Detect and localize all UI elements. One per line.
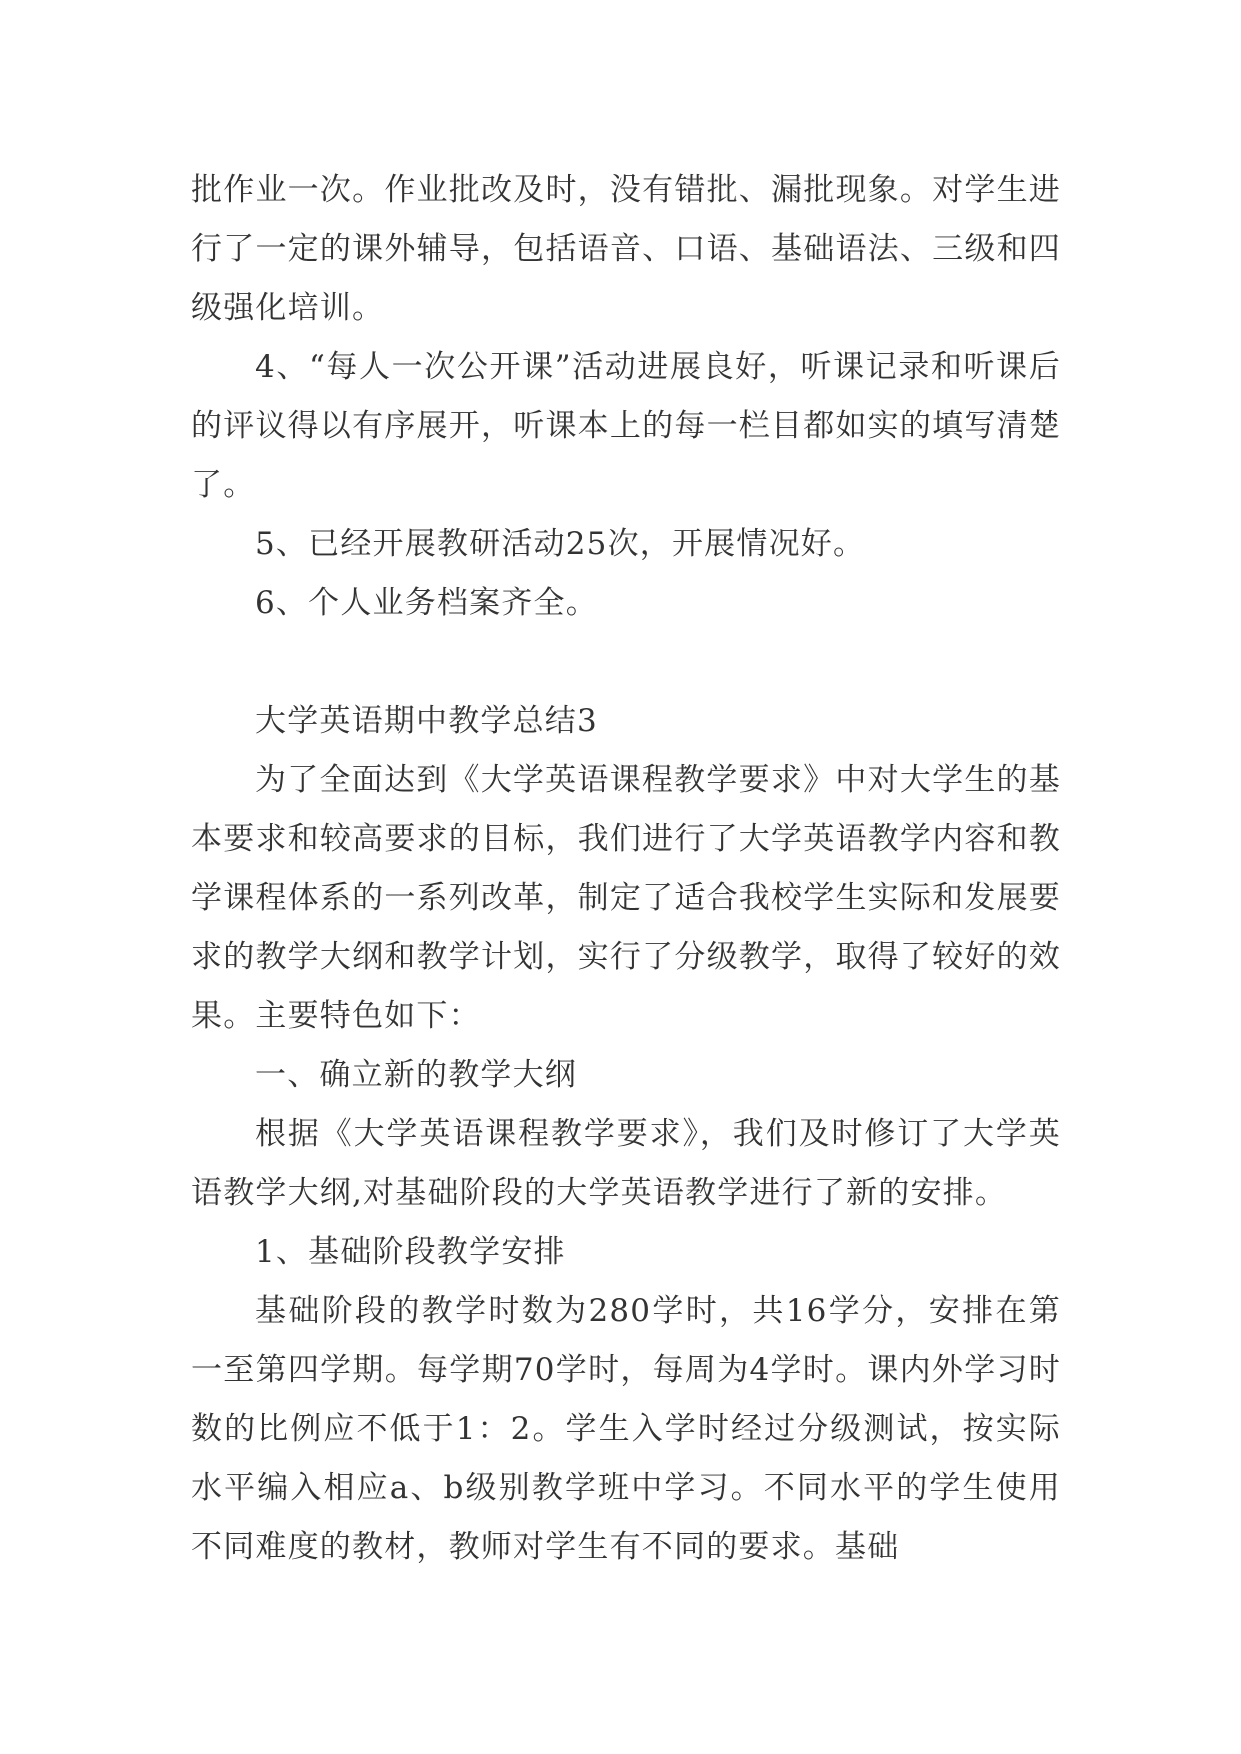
paragraph-homework-continued: 批作业一次。作业批改及时，没有错批、漏批现象。对学生进行了一定的课外辅导，包括语音、口语、基础语法、三级和四级强化培训。 — [191, 172, 1061, 326]
section-title: 大学英语期中教学总结3 — [255, 703, 598, 739]
paragraph-intro: 为了全面达到《大学英语课程教学要求》中对大学生的基本要求和较高要求的目标，我们进行了大学英语教学内容和教学课程体系的一系列改革，制定了适合我校学生实际和发展要求的教学大纲和教学计划，实行了分级教学，取得了较好的效果。主要特色如下： — [191, 762, 1061, 1034]
heading-new-syllabus: 一、确立新的教学大纲 — [255, 1057, 577, 1093]
paragraph-personal-archives: 6、个人业务档案齐全。 — [255, 585, 598, 621]
blank-line — [191, 633, 1061, 692]
paragraph-basic-stage-details: 基础阶段的教学时数为280学时，共16学分，安排在第一至第四学期。每学期70学时，每周为4学时。课内外学习时数的比例应不低于1：2。学生入学时经过分级测试，按实际水平编入相应a、b级别教学班中学习。不同水平的学生使用不同难度的教材，教师对学生有不同的要求。基础 — [191, 1293, 1061, 1565]
paragraph-syllabus-revision: 根据《大学英语课程教学要求》，我们及时修订了大学英语教学大纲,对基础阶段的大学英语教学进行了新的安排。 — [191, 1116, 1061, 1211]
heading-basic-stage: 1、基础阶段教学安排 — [255, 1234, 566, 1270]
paragraph-open-class: 4、“每人一次公开课”活动进展良好，听课记录和听课后的评议得以有序展开，听课本上的每一栏目都如实的填写清楚了。 — [191, 349, 1061, 503]
paragraph-research-activities: 5、已经开展教研活动25次，开展情况好。 — [255, 526, 866, 562]
document-body — [191, 161, 1061, 1577]
